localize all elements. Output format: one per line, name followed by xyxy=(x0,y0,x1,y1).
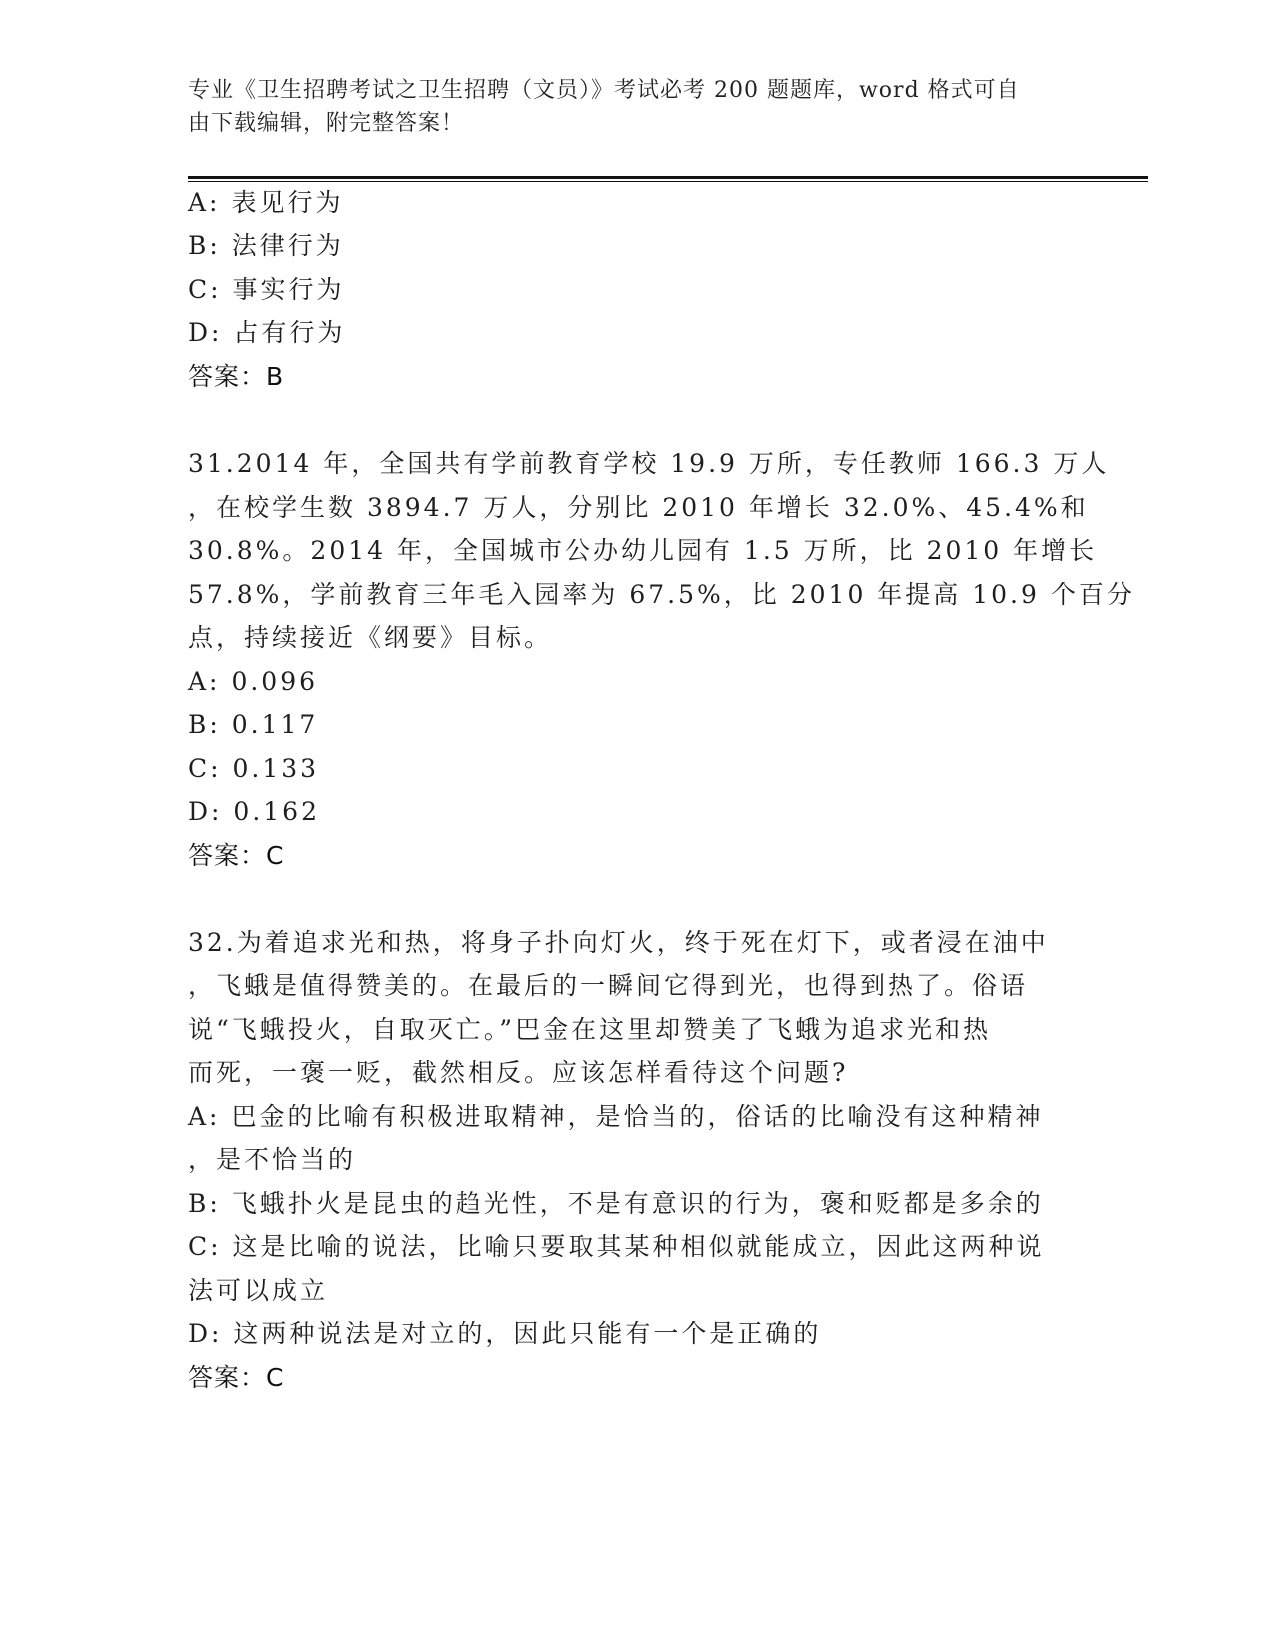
q31-stem-line-2: ，在校学生数 3894.7 万人，分别比 2010 年增长 32.0%、45.4%和 xyxy=(188,493,1089,522)
q31-stem-line-4: 57.8%，学前教育三年毛入园率为 67.5%，比 2010 年提高 10.9 个百分 xyxy=(188,580,1135,609)
header-divider-thin xyxy=(188,181,1148,182)
q32-option-a-continued: ，是不恰当的 xyxy=(188,1145,357,1174)
q30-option-d: D: 占有行为 xyxy=(188,318,346,347)
q31-option-d: D: 0.162 xyxy=(188,797,320,826)
q32-stem-line-3: 说“飞蛾投火，自取灭亡。”巴金在这里却赞美了飞蛾为追求光和热 xyxy=(188,1015,992,1044)
q32-option-c: C: 这是比喻的说法，比喻只要取其某种相似就能成立，因此这两种说 xyxy=(188,1232,1045,1261)
q31-option-c: C: 0.133 xyxy=(188,754,320,783)
q31-option-a: A: 0.096 xyxy=(188,667,319,696)
q30-option-a: A: 表见行为 xyxy=(188,188,344,217)
q30-option-c: C: 事实行为 xyxy=(188,275,345,304)
q32-option-c-continued: 法可以成立 xyxy=(188,1276,329,1305)
q31-answer: 答案：C xyxy=(188,841,285,870)
q31-stem-line-3: 30.8%。2014 年，全国城市公办幼儿园有 1.5 万所，比 2010 年增长 xyxy=(188,536,1098,565)
q31-stem-line-1: 31.2014 年，全国共有学前教育学校 19.9 万所，专任教师 166.3 万人 xyxy=(188,449,1110,478)
q30-answer: 答案：B xyxy=(188,362,285,391)
q32-stem-line-2: ，飞蛾是值得赞美的。在最后的一瞬间它得到光，也得到热了。俗语 xyxy=(188,971,1029,1000)
q32-stem-line-4: 而死，一褒一贬，截然相反。应该怎样看待这个问题? xyxy=(188,1058,849,1087)
q32-option-d: D: 这两种说法是对立的，因此只能有一个是正确的 xyxy=(188,1319,822,1348)
q31-option-b: B: 0.117 xyxy=(188,710,319,739)
q32-option-a: A: 巴金的比喻有积极进取精神，是恰当的，俗话的比喻没有这种精神 xyxy=(188,1102,1044,1131)
header-divider-thick xyxy=(188,176,1148,179)
header-line-2: 由下载编辑，附完整答案！ xyxy=(188,111,465,136)
header-line-1: 专业《卫生招聘考试之卫生招聘（文员）》考试必考 200 题题库，word 格式可自 xyxy=(188,78,1020,103)
q32-answer: 答案：C xyxy=(188,1363,285,1392)
q32-option-b: B: 飞蛾扑火是昆虫的趋光性，不是有意识的行为，褒和贬都是多余的 xyxy=(188,1189,1044,1218)
document-header xyxy=(188,74,1068,140)
q32-stem-line-1: 32.为着追求光和热，将身子扑向灯火，终于死在灯下，或者浸在油中 xyxy=(188,928,1049,957)
q31-stem-line-5: 点，持续接近《纲要》目标。 xyxy=(188,623,553,652)
q30-option-b: B: 法律行为 xyxy=(188,231,344,260)
